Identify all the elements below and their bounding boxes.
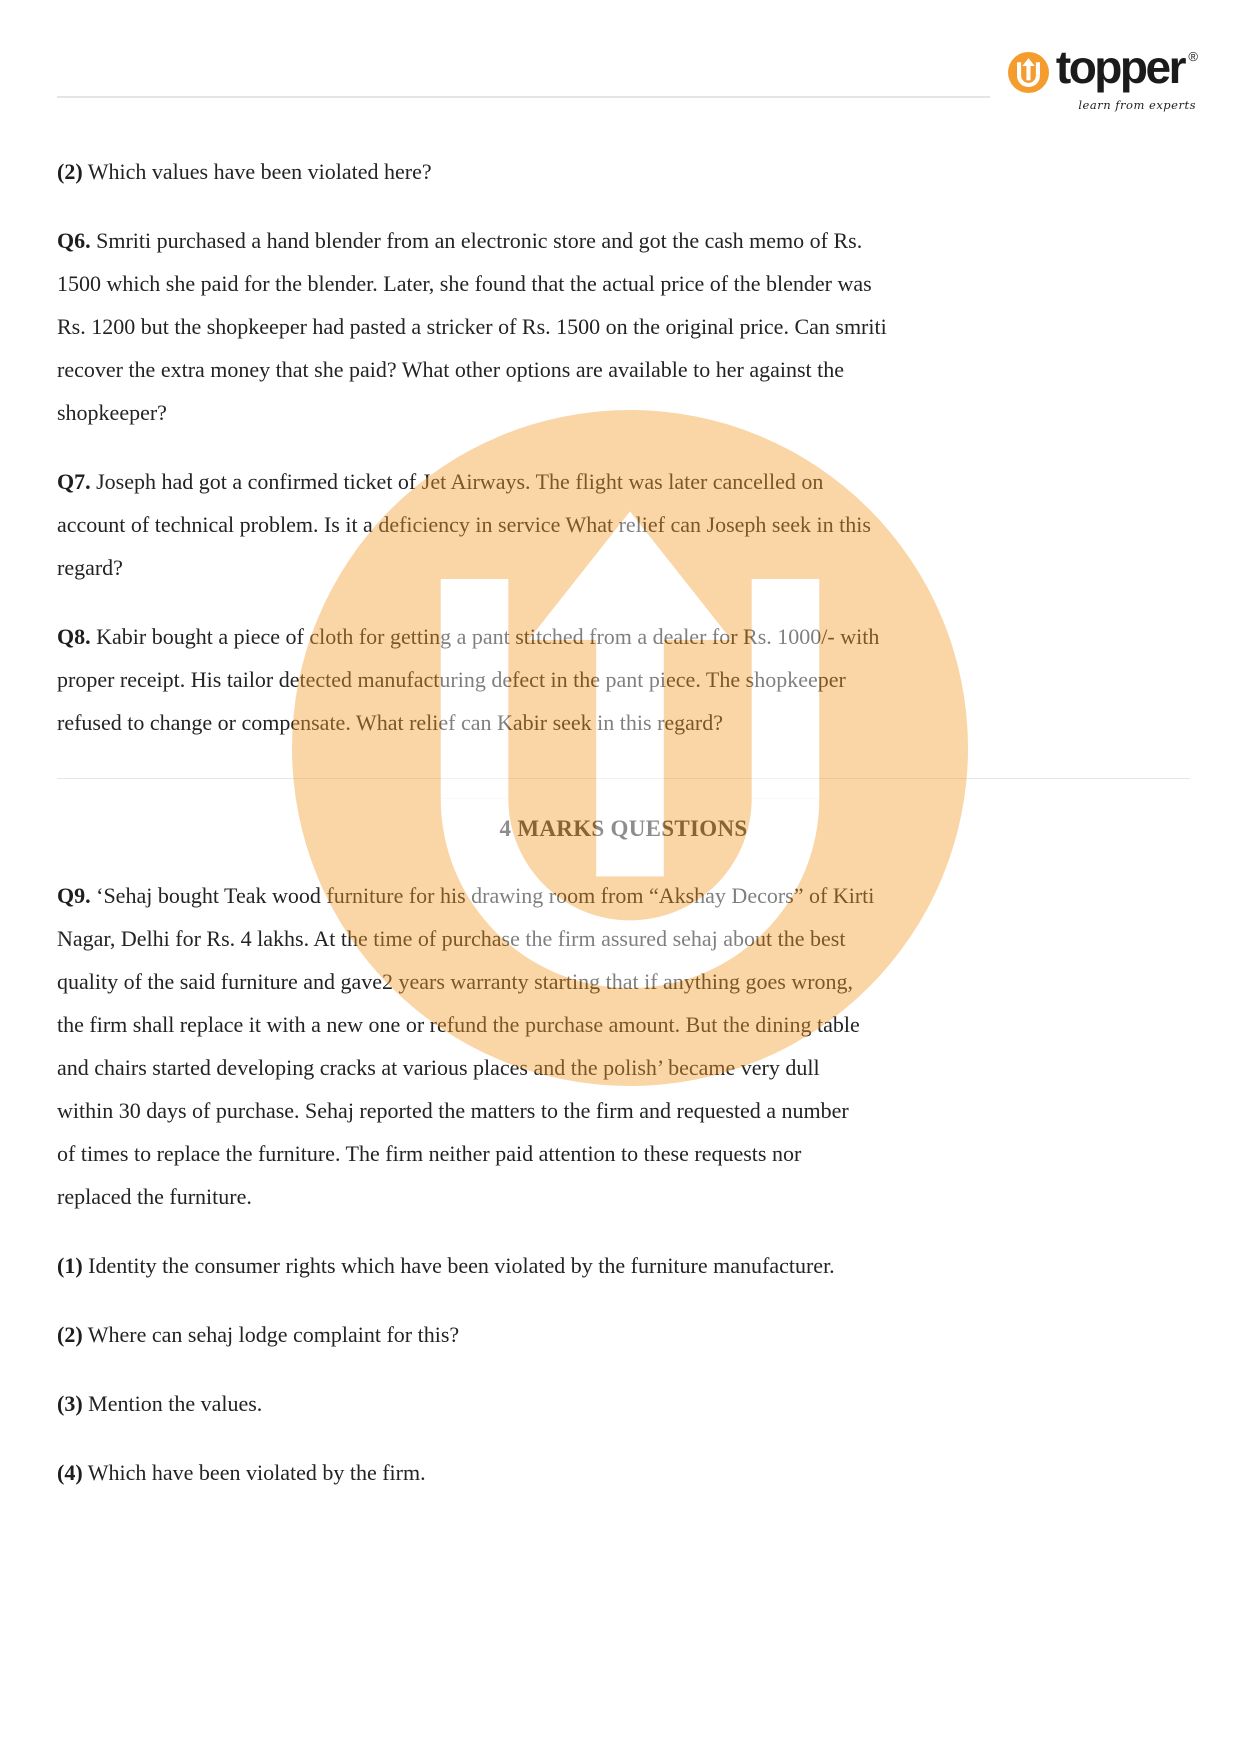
line-text: Where can sehaj lodge complaint for this?	[87, 1322, 460, 1347]
line-text: Kabir bought a piece of cloth for getting a pant stitched from a dealer for Rs. 1000/- with	[96, 624, 880, 649]
line-text: Rs. 1200 but the shopkeeper had pasted a stricker of Rs. 1500 on the original price. Can smriti	[57, 314, 887, 339]
line-text: Nagar, Delhi for Rs. 4 lakhs. At the time of purchase the firm assured sehaj about the best	[57, 926, 846, 951]
line-text: proper receipt. His tailor detected manufacturing defect in the pant piece. The shopkeeper	[57, 667, 846, 692]
line-text: within 30 days of purchase. Sehaj reported the matters to the firm and requested a number	[57, 1098, 849, 1123]
paragraph-line	[57, 1046, 1190, 1089]
line-text: of times to replace the furniture. The firm neither paid attention to these requests nor	[57, 1141, 802, 1166]
question-number: (4)	[57, 1460, 83, 1485]
paragraph-line	[57, 1132, 1190, 1175]
paragraph-line	[57, 348, 1190, 391]
brand-wordmark	[1055, 41, 1198, 112]
paragraph-line	[57, 391, 1190, 434]
line-text: and chairs started developing cracks at various places and the polish’ became very dull	[57, 1055, 820, 1080]
line-text: Which values have been violated here?	[87, 159, 432, 184]
line-text: regard?	[57, 555, 123, 580]
line-text: Identity the consumer rights which have been violated by the furniture manufacturer.	[88, 1253, 835, 1278]
line-text: 1500 which she paid for the blender. Later, she found that the actual price of the blender was	[57, 271, 872, 296]
paragraph-line	[57, 150, 1190, 193]
paragraph-line	[57, 874, 1190, 917]
paragraph-line	[57, 460, 1190, 503]
question-number: (2)	[57, 1322, 83, 1347]
question-number: Q6.	[57, 228, 91, 253]
paragraph-line	[57, 1003, 1190, 1046]
paragraph-line	[57, 546, 1190, 589]
paragraph-line	[57, 503, 1190, 546]
question-number: (3)	[57, 1391, 83, 1416]
line-text: replaced the furniture.	[57, 1184, 252, 1209]
document-body	[0, 97, 1240, 1494]
line-text: quality of the said furniture and gave2 years warranty starting that if anything goes wrong,	[57, 969, 854, 994]
paragraph	[57, 460, 1190, 589]
paragraph-line	[57, 1313, 1190, 1356]
paragraph-line	[57, 615, 1190, 658]
question-number: Q9.	[57, 883, 91, 908]
line-text: account of technical problem. Is it a deficiency in service What relief can Joseph seek in this	[57, 512, 871, 537]
question-number: Q8.	[57, 624, 91, 649]
paragraph-line	[57, 1382, 1190, 1425]
page-header	[0, 0, 1240, 112]
line-text: Smriti purchased a hand blender from an electronic store and got the cash memo of Rs.	[96, 228, 863, 253]
paragraph-line	[57, 305, 1190, 348]
section-divider	[57, 778, 1190, 779]
question-number: (2)	[57, 159, 83, 184]
paragraph	[57, 1382, 1190, 1425]
paragraph	[57, 1313, 1190, 1356]
brand-tagline: learn from experts	[1078, 98, 1196, 112]
section-heading: 4 MARKS QUESTIONS	[499, 816, 748, 841]
line-text: Mention the values.	[88, 1391, 263, 1416]
line-text: recover the extra money that she paid? What other options are available to her against the	[57, 357, 845, 382]
paragraph-line	[57, 917, 1190, 960]
line-text: Joseph had got a confirmed ticket of Jet Airways. The flight was later cancelled on	[96, 469, 824, 494]
registered-trademark-symbol: ®	[1188, 49, 1198, 64]
paragraph-line	[57, 1244, 1190, 1287]
paragraph-line	[57, 1089, 1190, 1132]
paragraph	[57, 874, 1190, 1218]
line-text: refused to change or compensate. What relief can Kabir seek in this regard?	[57, 710, 724, 735]
paragraph	[57, 1244, 1190, 1287]
paragraph-line	[57, 658, 1190, 701]
paragraph	[57, 150, 1190, 193]
question-number: (1)	[57, 1253, 83, 1278]
line-text: Which have been violated by the firm.	[87, 1460, 426, 1485]
brand-name: topper	[1055, 41, 1184, 93]
utopper-u-arrow-icon	[1008, 52, 1049, 93]
question-number: Q7.	[57, 469, 91, 494]
paragraph-line	[57, 1451, 1190, 1494]
utopper-logo	[1008, 41, 1198, 112]
line-text: shopkeeper?	[57, 400, 167, 425]
paragraph	[57, 615, 1190, 744]
paragraph	[57, 1451, 1190, 1494]
paragraph	[57, 219, 1190, 434]
paragraph-line	[57, 262, 1190, 305]
line-text: ‘Sehaj bought Teak wood furniture for his drawing room from “Akshay Decors” of Kirti	[96, 883, 875, 908]
paragraph-line	[57, 960, 1190, 1003]
paragraph-line	[57, 1175, 1190, 1218]
line-text: the firm shall replace it with a new one or refund the purchase amount. But the dining table	[57, 1012, 860, 1037]
paragraph-line	[57, 219, 1190, 262]
paragraph-line	[57, 701, 1190, 744]
